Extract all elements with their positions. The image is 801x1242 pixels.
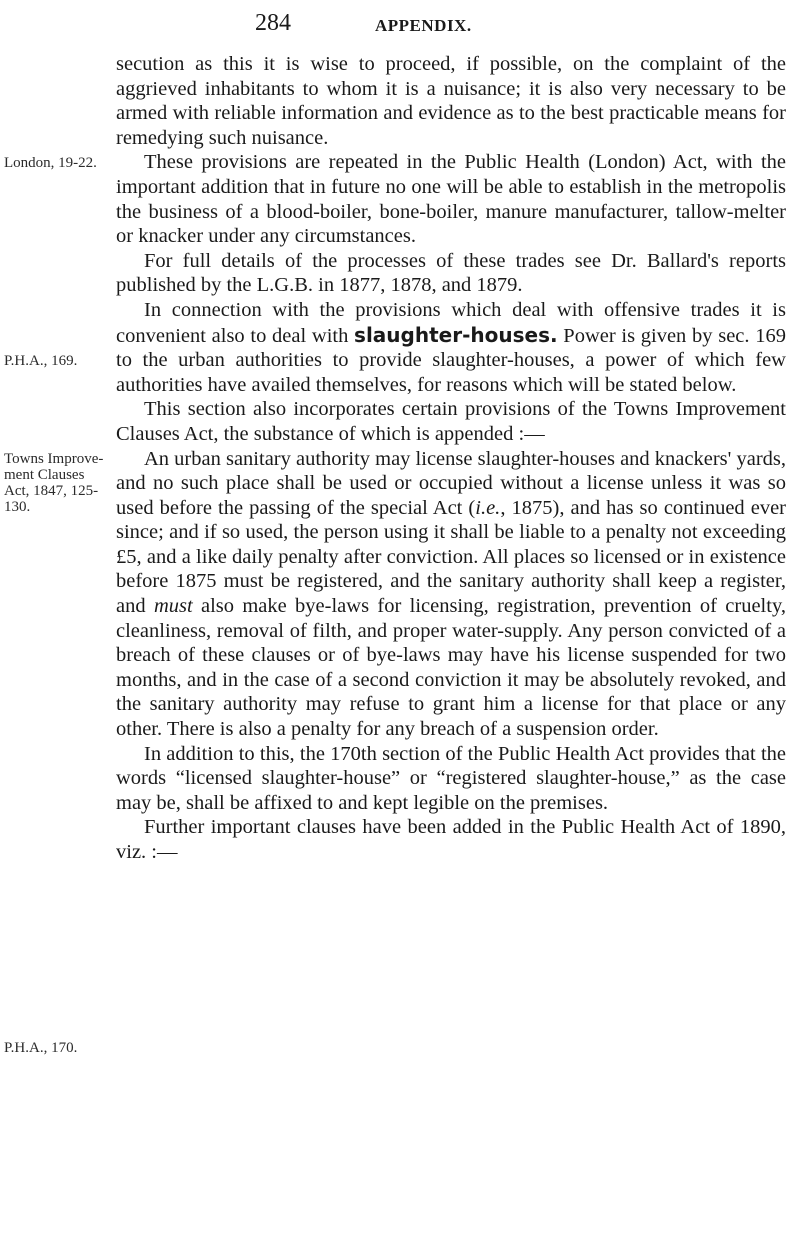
p6-text-part1: An urban sanitary authority may license slaughter-houses and knackers' yards, and no such place shall be used or occupied without a license unless it was so used before the passing of the special Act ( bbox=[116, 447, 787, 519]
running-head: APPENDIX. bbox=[375, 16, 472, 35]
p6-must: must bbox=[153, 595, 193, 618]
paragraph-section-170: In addition to this, the 170th section of the Public Health Act provides that the words “licensed slaughter-house” or “registered slaughter-house,” as the case may be, shall be affixed to and kept legible on the premises. bbox=[116, 742, 786, 814]
page-header bbox=[0, 10, 801, 40]
paragraph-towns-improvement: This section also incorporates certain provisions of the Towns Improvement Clauses Act, the substance of which is appended :— bbox=[116, 398, 786, 445]
margin-note-london: London, 19-22. bbox=[4, 155, 97, 171]
page-number: 284 bbox=[255, 10, 291, 36]
p4-text-after: Power is given by sec. 169 to the urban authorities to provide slaughter-houses, a power of which few authorities have availed themselves, for reasons which will be stated below. bbox=[116, 324, 786, 396]
slaughter-houses-heading: slaughter-houses. bbox=[354, 322, 558, 347]
p6-ie: i.e. bbox=[475, 496, 501, 519]
paragraph-london-act: These provisions are repeated in the Public Health (London) Act, with the important addition that in future no one will be able to establish in the metropolis the business of a blood-boiler, bone-boiler, manure manufacturer, tallow-melter or knacker under any circumstances. bbox=[116, 151, 786, 248]
paragraph-ballard-reports: For full details of the processes of these trades see Dr. Ballard's reports published by the L.G.B. in 1877, 1878, and 1879. bbox=[116, 249, 786, 297]
margin-note-pha-170: P.H.A., 170. bbox=[4, 1040, 78, 1056]
margin-note-pha-169: P.H.A., 169. bbox=[4, 353, 78, 369]
paragraph-slaughter-houses bbox=[116, 298, 786, 397]
p6-text-part2: , 1875), and has so continued ever since; and if so used, the person using it shall be liable to a penalty not exceeding £5, and a like daily penalty after conviction. All places so licensed or in existence before 1875 must be registered, and the sanitary authority shall keep a register, and bbox=[116, 496, 786, 618]
margin-note-towns-improvement: Towns Improve- ment Clauses Act, 1847, 125-130. bbox=[4, 451, 104, 515]
body-text bbox=[116, 52, 786, 865]
p4-text-before: In connection with the provisions which deal with offensive trades it is convenient also to deal with bbox=[116, 298, 786, 347]
p6-text-part3: also make bye-laws for licensing, registration, prevention of cruelty, cleanliness, removal of filth, and proper water-supply. Any person convicted of a breach of these clauses or of bye-laws may have his license suspended for two months, and in the case of a second conviction it may be absolutely revoked, and the sanitary authority may refuse to grant him a license for that place or any other. There is also a penalty for any breach of a suspension order. bbox=[116, 595, 786, 741]
paragraph-act-1890: Further important clauses have been added in the Public Health Act of 1890, viz. :— bbox=[116, 816, 786, 863]
paragraph-license-provisions bbox=[116, 447, 786, 742]
paragraph-prosecution: secution as this it is wise to proceed, if possible, on the complaint of the aggrieved inhabitants to whom it is a nuisance; it is also very necessary to be armed with reliable information and evidence as to the best practicable means for remedying such nuisance. bbox=[116, 53, 786, 149]
